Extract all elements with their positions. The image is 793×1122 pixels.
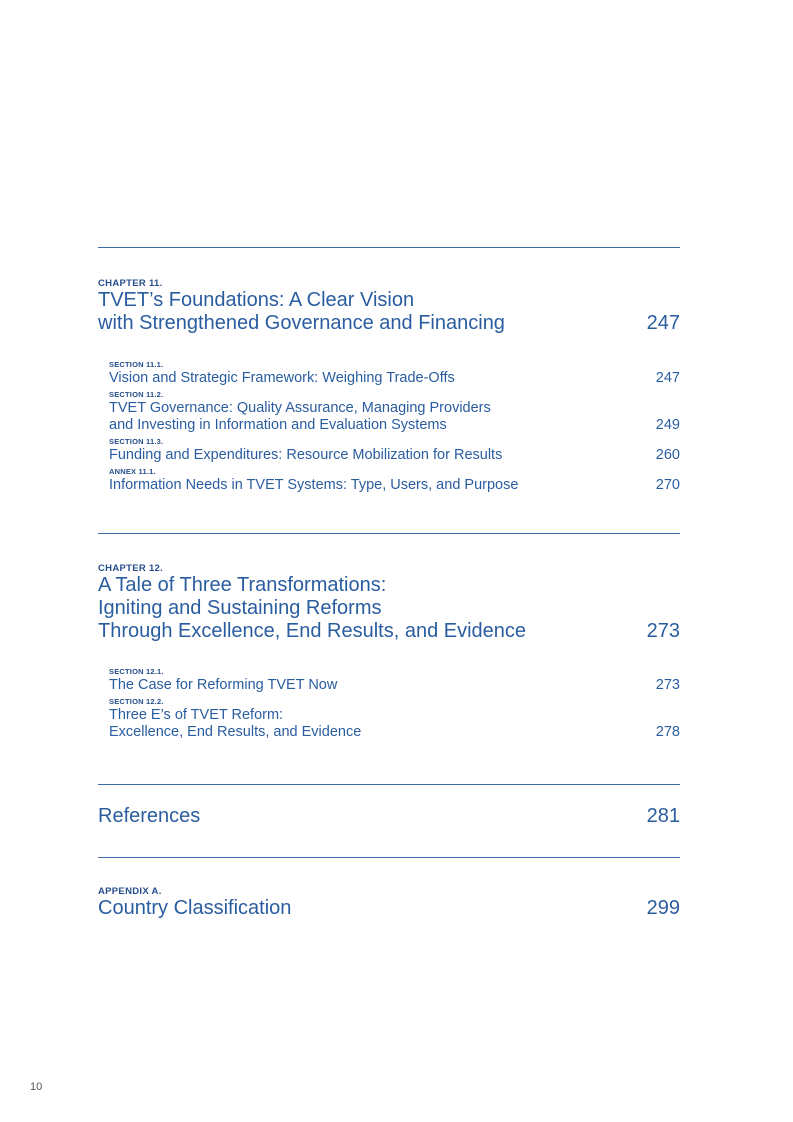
annex-title: Information Needs in TVET Systems: Type, Users, and Purpose: [109, 477, 519, 493]
chapter-title: TVET’s Foundations: A Clear Vision with Strengthened Governance and Financing: [98, 289, 505, 334]
chapter-title: A Tale of Three Transformations: Igniting and Sustaining Reforms Through Excellence, End Results, and Evidence: [98, 574, 527, 642]
divider: [98, 247, 680, 248]
section-list: [109, 360, 680, 494]
section-title: Funding and Expenditures: Resource Mobilization for Results: [109, 447, 503, 463]
section-label: SECTION 12.1.: [109, 667, 164, 676]
references-entry[interactable]: [98, 805, 680, 828]
annex-label: ANNEX 11.1.: [109, 467, 156, 476]
chapter-label: CHAPTER 12.: [98, 563, 164, 574]
section-page-number: 273: [655, 677, 680, 693]
appendix-entry[interactable]: [98, 886, 680, 920]
chapter-page-number: 273: [646, 620, 680, 642]
chapter-12-entry[interactable]: [98, 563, 680, 744]
section-page-number: 249: [655, 417, 680, 433]
section-title: TVET Governance: Quality Assurance, Managing Providers and Investing in Information and Evaluation Systems: [109, 400, 491, 433]
section-page-number: 260: [655, 447, 680, 463]
annex-entry[interactable]: [109, 467, 680, 494]
section-label: SECTION 11.3.: [109, 437, 164, 446]
section-label: SECTION 11.2.: [109, 390, 164, 399]
appendix-label: APPENDIX A.: [98, 886, 162, 897]
appendix-page-number: 299: [646, 897, 680, 919]
chapter-11-entry[interactable]: [98, 278, 680, 497]
references-title: References: [98, 805, 201, 827]
section-title: Vision and Strategic Framework: Weighing Trade-Offs: [109, 370, 455, 386]
section-entry[interactable]: [109, 390, 680, 434]
section-title: Three E’s of TVET Reform: Excellence, End Results, and Evidence: [109, 707, 362, 740]
appendix-title: Country Classification: [98, 897, 292, 919]
section-page-number: 247: [655, 370, 680, 386]
section-entry[interactable]: [109, 360, 680, 387]
section-entry[interactable]: [109, 667, 680, 694]
annex-page-number: 270: [655, 477, 680, 493]
divider: [98, 784, 680, 785]
chapter-label: CHAPTER 11.: [98, 278, 163, 289]
section-label: SECTION 12.2.: [109, 697, 164, 706]
section-title: The Case for Reforming TVET Now: [109, 677, 338, 693]
section-entry[interactable]: [109, 697, 680, 741]
section-page-number: 278: [655, 724, 680, 740]
divider: [98, 533, 680, 534]
section-label: SECTION 11.1.: [109, 360, 164, 369]
page-number: 10: [30, 1081, 43, 1093]
references-page-number: 281: [646, 805, 680, 827]
chapter-page-number: 247: [646, 312, 680, 334]
section-entry[interactable]: [109, 437, 680, 464]
section-list: [109, 667, 680, 741]
divider: [98, 857, 680, 858]
